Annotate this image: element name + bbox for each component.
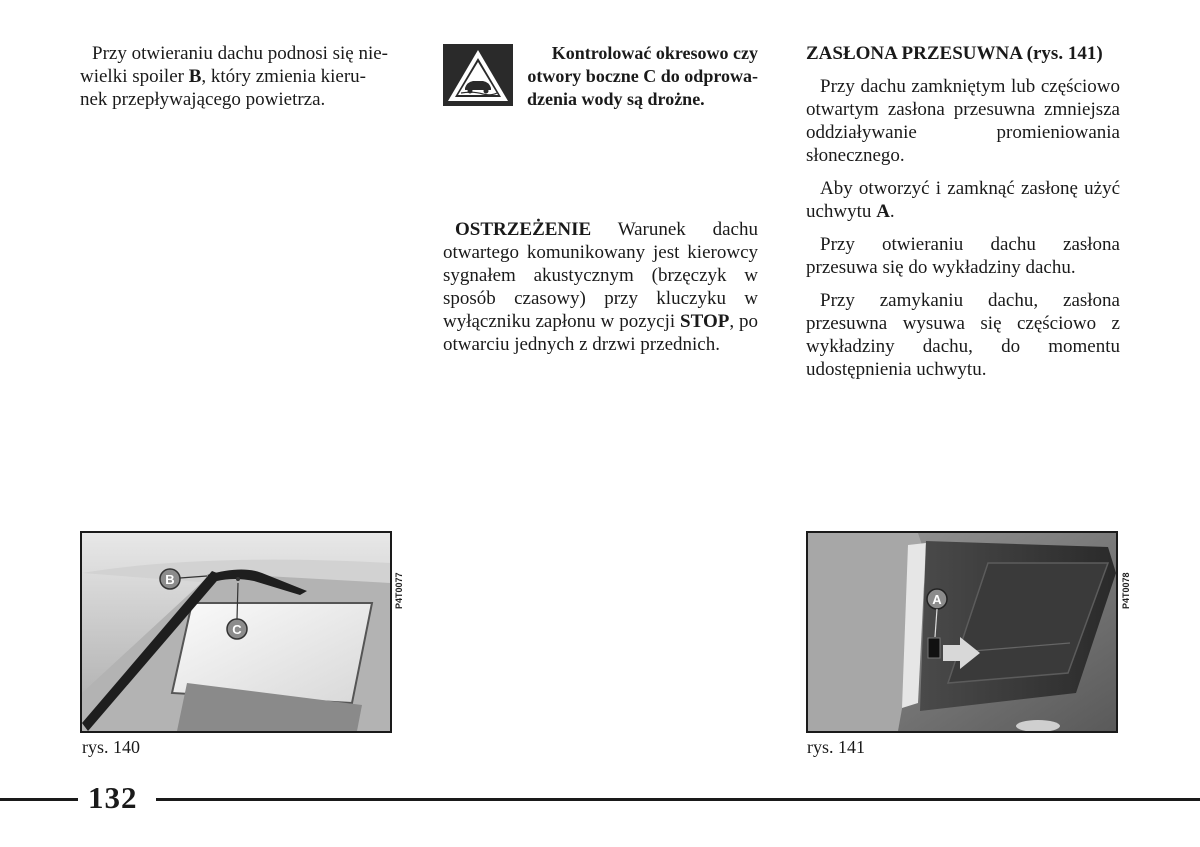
note-stop: STOP (680, 311, 730, 332)
figure-141-label-a: A (932, 592, 942, 607)
note-label: OSTRZEŻENIE (455, 219, 592, 240)
figure-140-caption: rys. 140 (82, 737, 140, 757)
warning-triangle-car-icon (443, 44, 513, 106)
figure-141-caption: rys. 141 (807, 737, 865, 757)
warning-line-3: dzenia wody są drożne. (527, 89, 705, 109)
intro-text-1: Przy otwieraniu dachu podnosi się nie- (92, 43, 389, 64)
footer-rule-left (0, 798, 78, 801)
warning-line-2: otwory boczne C do odprowa- (527, 66, 758, 86)
section-heading: ZASŁONA PRZESUWNA (rys. 141) (806, 43, 1103, 64)
shade-paragraph-2-end: . (889, 201, 895, 222)
shade-handle-label: A (876, 201, 890, 222)
shade-paragraph-4: Przy zamykaniu dachu, zasłona przesuwna wysuwa się częściowo z wykładziny dachu, do momentu udostępnienia uchwytu. (806, 290, 1120, 380)
figure-140-label-b: B (165, 572, 175, 587)
footer-rule-right (156, 798, 1200, 801)
shade-paragraph-3: Przy otwieraniu dachu zasłona przesuwa się do wykładziny dachu. (806, 234, 1120, 278)
figure-141-code: P4T0078 (1121, 572, 1131, 609)
sliding-shade-section (806, 42, 1120, 391)
warning-line-1: Kontrolować okresowo czy (551, 43, 758, 63)
warning-box (443, 42, 758, 111)
figure-140-roof-spoiler (80, 531, 392, 733)
intro-text-4: nek przepływającego powietrza. (80, 89, 326, 110)
intro-text-2: wielki spoiler (80, 66, 189, 87)
page-number: 132 (88, 780, 138, 815)
shade-paragraph-2 (806, 177, 1120, 223)
intro-label-b: B (188, 66, 202, 87)
note-text-1: Warunek dachu otwartego komunikowany jest kierowcy sygnałem akustycznym (brzęczyk w sposób czasowy) przy kluczyku w wyłączniku zapłonu w pozycji (443, 219, 758, 332)
note-text-2: , po otwarciu jednych z drzwi przednich. (443, 311, 758, 355)
figure-140-code: P4T0077 (394, 572, 404, 609)
figure-141-sliding-shade (806, 531, 1118, 733)
figure-140-label-c: C (232, 622, 242, 637)
intro-text-3: , który zmienia kieru- (201, 66, 366, 87)
warning-note (443, 218, 758, 356)
shade-paragraph-2-text: Aby otworzyć i zamknąć zasłonę użyć uchwytu (806, 178, 1120, 222)
intro-paragraph (80, 42, 394, 111)
shade-paragraph-1: Przy dachu zamkniętym lub częściowo otwartym zasłona przesuwna zmniejsza oddziaływanie promieniowania słonecznego. (806, 76, 1120, 166)
